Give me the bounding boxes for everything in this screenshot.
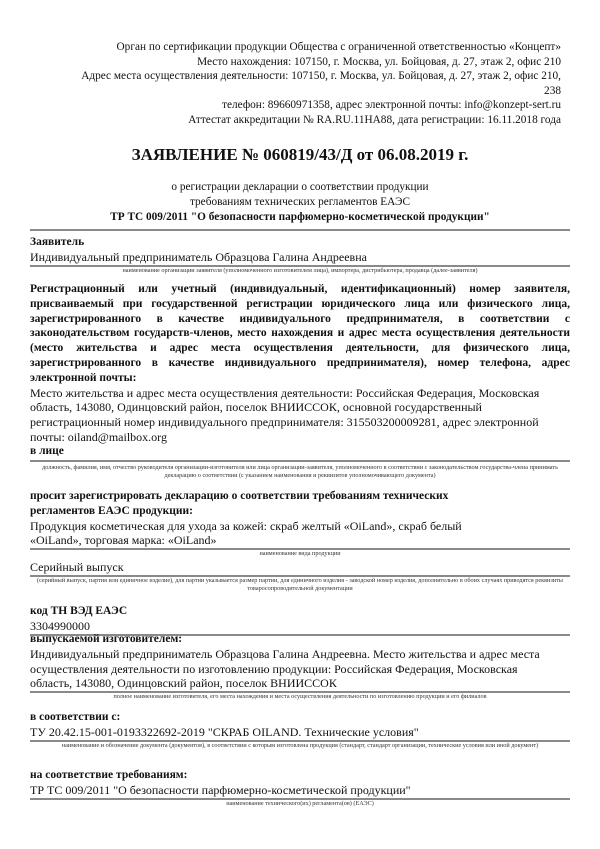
manufacturer-section xyxy=(30,632,570,702)
product-section xyxy=(30,489,570,559)
tn-ved-value: 3304990000 xyxy=(30,619,570,636)
conformity-label: в соответствии с: xyxy=(30,711,121,723)
product-caption: наименование вида продукции xyxy=(259,550,341,558)
subtitle-regulation: ТР ТС 009/2011 "О безопасности парфюмерно-косметической продукции" xyxy=(110,211,490,223)
tn-ved-section xyxy=(30,604,570,636)
requirements-label: на соответствие требованиям: xyxy=(30,769,188,781)
requirements-value: ТР ТС 009/2011 "О безопасности парфюмерно-косметической продукции" xyxy=(30,783,570,800)
requirements-caption: наименование технического(их) регламента(ов) (ЕАЭС) xyxy=(226,799,374,807)
document-subtitle xyxy=(0,180,600,225)
manufacturer-value: Индивидуальный предприниматель Образцова Галина Андреевна. Место жительства и адрес места осуществления деятельности по изготовлению продукции: Российская Федерация, Московская область, 143080, Одинцовский район, поселок ВНИИССОК xyxy=(30,647,570,693)
header-line: Адрес места осуществления деятельности: 107150, г. Москва, ул. Бойцовая, д. 27, этаж 2, офис 210, xyxy=(81,70,561,83)
header-line: 238 xyxy=(544,84,561,97)
applicant-value: Индивидуальный предприниматель Образцова Галина Андреевна xyxy=(30,250,570,267)
certification-body-header xyxy=(41,40,561,128)
divider xyxy=(30,229,570,231)
release-section xyxy=(30,560,570,594)
product-value: Продукция косметическая для ухода за кожей: скраб желтый «OiLand», скраб белый «OiLand», торговая марка: «OiLand» xyxy=(30,519,570,551)
represented-section xyxy=(30,444,570,481)
header-line: Орган по сертификации продукции Общества с ограниченной ответственностью «Концепт» xyxy=(116,41,561,53)
product-label: просит зарегистрировать декларацию о соответствии требованиям технических регламентов ЕАЭС продукции: xyxy=(30,490,449,517)
registration-value: Место жительства и адрес места осуществления деятельности: Российская Федерация, Московская область, 143080, Одинцовский район, поселок ВНИИССОК, основной государственный регистрационный номер индивидуального предпринимателя: 315503200009281, адрес электронной почты: oiland@mailbox.org xyxy=(30,385,540,444)
release-caption: (серийный выпуск, партия или единичное изделие), для партии указывается размер партии, для единичного изделия - заводской номер изделия, дополнительно в обоих случаях приводятся реквизиты товаросопроводительной документации xyxy=(37,576,563,593)
applicant-section xyxy=(30,235,570,275)
requirements-section xyxy=(30,768,570,808)
header-line: Место нахождения: 107150, г. Москва, ул. Бойцовая, д. 27, этаж 2, офис 210 xyxy=(197,55,561,68)
applicant-caption: наименование организации заявителя (уполномоченного изготовителем лица), импортера, дистрибьютера, продавца (далее-заявителя) xyxy=(122,266,478,274)
conformity-caption: наименование и обозначение документа (документов), в соответствии с которым изготовлена продукция (стандарт, стандарт организации, технические условия или иной документ) xyxy=(61,741,539,749)
conformity-value: ТУ 20.42.15-001-0193322692-2019 "СКРАБ OILAND. Технические условия" xyxy=(30,725,570,742)
manufacturer-label: выпускаемой изготовителем: xyxy=(30,633,183,645)
subtitle-line: требованиям технических регламентов ЕАЭС xyxy=(189,196,411,208)
registration-section xyxy=(30,282,570,445)
registration-label: Регистрационный или учетный (индивидуальный, идентификационный) номер заявителя, присваиваемый при государственной регистрации юридического лица или физического лица, зарегистрированного в качестве индивидуального предпринимателя, в соответствии с законодательством государств-членов, место нахождения и адрес места осуществления деятельности (место жительства и адрес места осуществления деятельности, для физического лица, зарегистрированного в качестве индивидуального предпринимателя), номер телефона, адрес электронной почты: xyxy=(30,283,570,384)
document-title: ЗАЯВЛЕНИЕ № 060819/43/Д от 06.08.2019 г. xyxy=(131,145,469,164)
represented-caption: должность, фамилия, имя, отчество руководителя организации-изготовителя или лица организации-заявителя, уполномоченного в соответствии с законодательством государства-члена принимать декларацию о соответствии (с указанием наименования и реквизитов уполномочивающего документа) xyxy=(42,463,558,480)
release-value: Серийный выпуск xyxy=(30,560,570,577)
represented-label: в лице xyxy=(30,444,570,462)
header-line: телефон: 89660971358, адрес электронной почты: info@konzept-sert.ru xyxy=(222,99,561,112)
tn-ved-label: код ТН ВЭД ЕАЭС xyxy=(30,605,128,617)
applicant-label: Заявитель xyxy=(30,236,85,248)
manufacturer-caption: полное наименование изготовителя, его места нахождения и места осуществления деятельности по изготовлению продукции и его филиалов xyxy=(113,693,487,701)
subtitle-line: о регистрации декларации о соответствии продукции xyxy=(171,181,429,193)
conformity-section xyxy=(30,710,570,750)
header-line: Аттестат аккредитации № RA.RU.11HA88, дата регистрации: 16.11.2018 года xyxy=(188,113,561,126)
